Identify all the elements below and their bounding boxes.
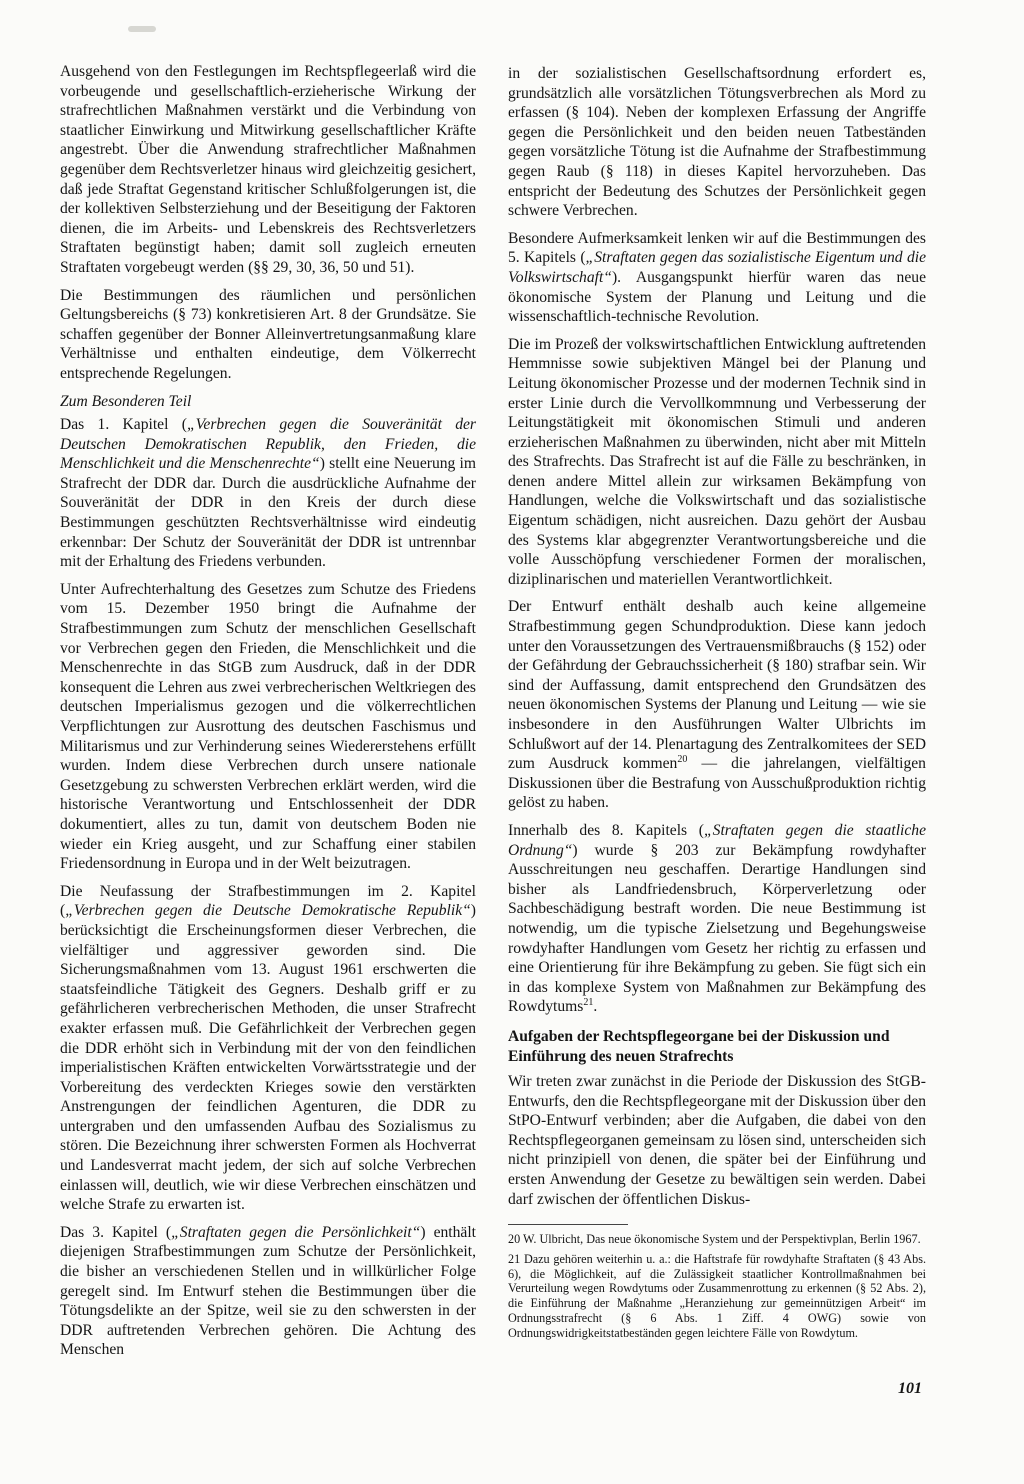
left-column [60, 62, 476, 1368]
text-run: ) enthält diejenigen Strafbestimmungen zum Schutze der Persönlichkeit, die bisher an verschiedenen Stellen und in willkürlicher Folge geregelt sind. Im Entwurf stehen die Bestimmungen über die Tötungsdelikte an der Spitze, weil sie zu den schwersten in der DDR auftretenden Verbrechen gehören. Die Achtung des Menschen [60, 1223, 477, 1359]
right-paragraph-3: Die im Prozeß der volkswirtschaftlichen Entwicklung auftretenden Hemmnisse sowie subjektiven Mängel bei der Planung und Leitung ökonomischer Prozesse und der modernen Technik sind in erster Linie durch die Vervollkommnung und Verbesserung der Leitungstätigkeit mit ökonomischen Stimuli und anderen erzieherischen Maßnahmen zu überwinden, nicht aber mit Mitteln des Strafrechts. Das Strafrecht ist auf die Fälle zu beschränken, in denen andere Mittel allein zur wirksamen Bekämpfung von Handlungen, welche die Volkswirtschaft und das sozialistische Eigentum schädigen, nicht ausreichen. Dazu gehört der Ausbau des Systems klar abgegrenzter Verantwortungsbereiche und die volle Ausschöpfung verschiedener Formen der moralischen, diziplinarischen und materiellen Verantwortlichkeit. [508, 335, 926, 588]
chapter-title: „Verbrechen gegen die Souveränität der Deutschen Demokratischen Republik, den Frieden, die Menschlichkeit und die Menschenrechte“ [60, 416, 476, 473]
left-paragraph-6 [60, 1223, 476, 1360]
left-paragraph-4: Unter Aufrechterhaltung des Gesetzes zum Schutze des Friedens vom 15. Dezember 1950 bringt die Aufnahme der Strafbestimmungen zum Schutz der menschlichen Gesellschaft vor Verbrechen gegen den Frieden, die Menschlichkeit und die Menschenrechte in das StGB zum Ausdruck, daß in der DDR konsequent die Lehren aus zwei verbrecherischen Weltkriegen des deutschen Imperialismus gezogen und die völkerrechtlichen Verpflichtungen zur Ausrottung des deutschen Faschismus und Militarismus und zur Verhinderung seines Wiedererstehens erfüllt wurden. Indem diese Verbrechen durch unsere nationale Gesetzgebung zu schwersten Verbrechen erklärt werden, wird die historische Verantwortung und Entschlossenheit der DDR dokumentiert, alles zu tun, damit von deutschem Boden nie wieder ein Krieg ausgeht, und zur Schaffung einer stabilen Friedensordnung in Europa und in der Welt beizutragen. [60, 580, 476, 873]
footnote-ref-20[interactable]: 20 [677, 754, 688, 765]
chapter-title: „Straftaten gegen die Persönlichkeit“ [171, 1223, 421, 1241]
text-run: ) stellt eine Neuerung im Strafrecht der DDR dar. Durch die ausdrückliche Aufnahme der Souveränität der DDR in den Kreis der durch diese Bestimmungen geschützten Rechtsverhältnisse wird eindeutig erkennbar: Der Schutz der Souveränität der DDR ist untrennbar mit der Erhaltung des Friedens verbunden. [60, 455, 476, 571]
left-paragraph-2: Die Bestimmungen des räumlichen und persönlichen Geltungsbereichs (§ 73) konkretisieren Art. 8 der Grundsätze. Sie schaffen gegenüber der Bonner Alleinvertretungsanmaßung klare Verhältnisse und enthalten eindeutige, dem Völkerrecht entsprechende Regelungen. [60, 286, 476, 382]
right-paragraph-1: in der sozialistischen Gesellschaftsordnung erfordert es, grundsätzlich alle vorsätzlichen Tötungsverbrechen als Mord zu erfassen (§ 104). Neben der komplexen Erfassung der Angriffe gegen die Persönlichkeit und den beiden neuen Tatbeständen gegen vorsätzliche Tötung ist die Aufnahme der Strafbestimmung gegen Raub (§ 118) in dieses Kapitel hervorzuheben. Das entspricht der Bedeutung des Schutzes der Persönlichkeit gegen schwere Verbrechen. [508, 65, 926, 220]
text-run: Die Neufassung der Strafbestimmungen im 2. Kapitel ( [60, 882, 476, 920]
scan-smudge [128, 26, 156, 32]
page-number: 101 [898, 1380, 922, 1397]
right-paragraph-4 [508, 597, 926, 813]
text-run: Innerhalb des 8. Kapitels ( [508, 821, 704, 839]
footnote-21: 21 Dazu gehören weiterhin u. a.: die Haftstrafe für rowdyhafte Straftaten (§ 43 Abs. 6), die Möglichkeit, auf die Zulässigkeit staatlicher Kontrollmaßnahmen bei Verurteilung wegen Rowdytums oder Zusammenrottung zu erkennen (§ 52 Abs. 2), die Einführung der Maßnahme „Heranziehung zur gemeinnützigen Arbeit“ im Ordnungsstrafrecht (§ 6 Abs. 1 Ziff. 4 OWG) sowie von Ordnungswidrigkeitstatbeständen gegen leichtere Fälle von Rowdytum. [508, 1251, 926, 1340]
text-run: Das 3. Kapitel ( [60, 1223, 172, 1241]
text-run: ). Ausgangspunkt hierfür waren das neue ökonomische System der Planung und Leitung und die wissenschaftlich-technische Revolution. [508, 268, 926, 326]
right-paragraph-6: Wir treten zwar zunächst in die Periode der Diskussion des StGB-Entwurfs, den die Rechtspflegeorgane mit der Diskussion über den StPO-Entwurf verbinden; aber die Aufgaben, die dabei von den Rechtspflegeorganen gemeinsam zu lösen sind, unterscheiden sich nicht prinzipiell von denen, die später bei der Einführung und ersten Anwendung der Gesetze zu bewältigen sein werden. Dabei darf zwischen der öffentlichen Diskus- [508, 1073, 926, 1208]
section-subheading: Zum Besonderen Teil [60, 392, 192, 410]
left-paragraph-1: Ausgehend von den Festlegungen im Rechtspflegeerlaß wird die vorbeugende und gesellschaftlich-erzieherische Wirkung der strafrechtlichen Maßnahmen verstärkt und die Verbindung von staatlicher Einwirkung und Mitwirkung gesellschaftlicher Kräfte angestrebt. Über die Anwendung strafrechtlicher Maßnahmen gegenüber dem Rechtsverletzer hinaus wird gleichzeitig gesichert, daß jede Straftat Gegenstand kritischer Schlußfolgerungen ist, die der kollektiven Selbsterziehung und der Beseitigung der Faktoren dienen, die im Arbeits- und Lebenskreis des Rechtsverletzers Straftaten begünstigt haben; damit soll zugleich erneuten Straftaten vorgebeugt werden (§§ 29, 30, 36, 50 und 51). [60, 63, 476, 276]
section-heading: Aufgaben der Rechtspflegeorgane bei der Diskussion und Einführung des neuen Strafrechts [508, 1027, 890, 1065]
text-run: ) berücksichtigt die Erscheinungsformen dieser Verbrechen, die vielfältiger und aggressiver geworden sind. Die Sicherungsmaßnahmen vom 13. August 1961 erschwerten die staatsfeindliche Tätigkeit des Gegners. Deshalb griff er zu gefährlicheren verbrecherischen Methoden, die unser Strafrecht exakter erfassen muß. Die Gefährlichkeit der Verbrechen gegen die DDR erhöht sich in Verbindung mit der von den feindlichen imperialistischen Kräften entwickelten Vorwärtsstrategie und der Vorbereitung des verdeckten Krieges sowie den verstärkten Anstrengungen der feindlichen Agenturen, die DDR zu untergraben und den umfassenden Aufbau des Sozialismus zu stören. Die Bezeichnung ihrer schwersten Formen als Hochverrat und Landesverrat macht jedem, der sich auf solche Verbrechen einlassen will, deutlich, wie wir diese Verbrechen einschätzen und welche Strafe zu erwarten ist. [60, 902, 476, 1214]
footnotes [508, 1232, 926, 1346]
chapter-title: „Straftaten gegen das sozialistische Eigentum und die Volkswirtschaft“ [508, 249, 926, 286]
text-run: . [593, 998, 598, 1016]
chapter-title: „Verbrechen gegen die Deutsche Demokratische Republik“ [65, 902, 471, 920]
footnote-20: 20 W. Ulbricht, Das neue ökonomische System und der Perspektivplan, Berlin 1967. [508, 1232, 921, 1246]
chapter-title: „Straftaten gegen die staatliche Ordnung“ [508, 821, 926, 859]
left-paragraph-5 [60, 882, 476, 1215]
footnote-ref-21[interactable]: 21 [583, 997, 594, 1009]
text-run: ) wurde § 203 zur Bekämpfung rowdyhafter Ausschreitungen neu geschaffen. Derartige Handlungen sind bisher als Landfriedensbruch, Körperverletzung oder Sachbeschädigung bestraft worden. Die neue Bestimmung ist notwendig, um die typische Zielsetzung und Begehungsweise rowdyhafter Handlungen vom Gesetz her richtig zu erfassen und eine Orientierung für ihre Bekämpfung zu geben. Sie fügt sich ein in das komplexe System von Maßnahmen zur Bekämpfung des Rowdytums [508, 841, 926, 1016]
text-run: Der Entwurf enthält deshalb auch keine allgemeine Strafbestimmung gegen Schundproduktion. Diese kann jedoch unter den Voraussetzungen des Vertrauensmißbrauchs (§ 152) oder der Gefährdung der Gebrauchssicherheit (§ 180) strafbar sein. Wir sind der Auffassung, damit entsprechend den Grundsätzen des neuen ökonomischen Systems der Planung und Leitung — wie sie insbesondere in den Ausführungen Walter Ulbrichts im Schlußwort auf der 14. Plenartagung des Zentralkomitees der SED zum Ausdruck kommen [508, 598, 926, 773]
footnote-divider [508, 1224, 628, 1225]
text-run: — die jahrelangen, vielfältigen Diskussionen über die Bestrafung von Ausschußproduktion richtig gelöst zu haben. [508, 755, 926, 812]
right-paragraph-2 [508, 229, 926, 327]
right-paragraph-5 [508, 821, 926, 1017]
text-run: Das 1. Kapitel ( [60, 416, 187, 434]
text-run: Besondere Aufmerksamkeit lenken wir auf die Bestimmungen des 5. Kapitels ( [508, 229, 926, 267]
left-paragraph-3 [60, 415, 476, 572]
right-column [508, 64, 926, 1217]
